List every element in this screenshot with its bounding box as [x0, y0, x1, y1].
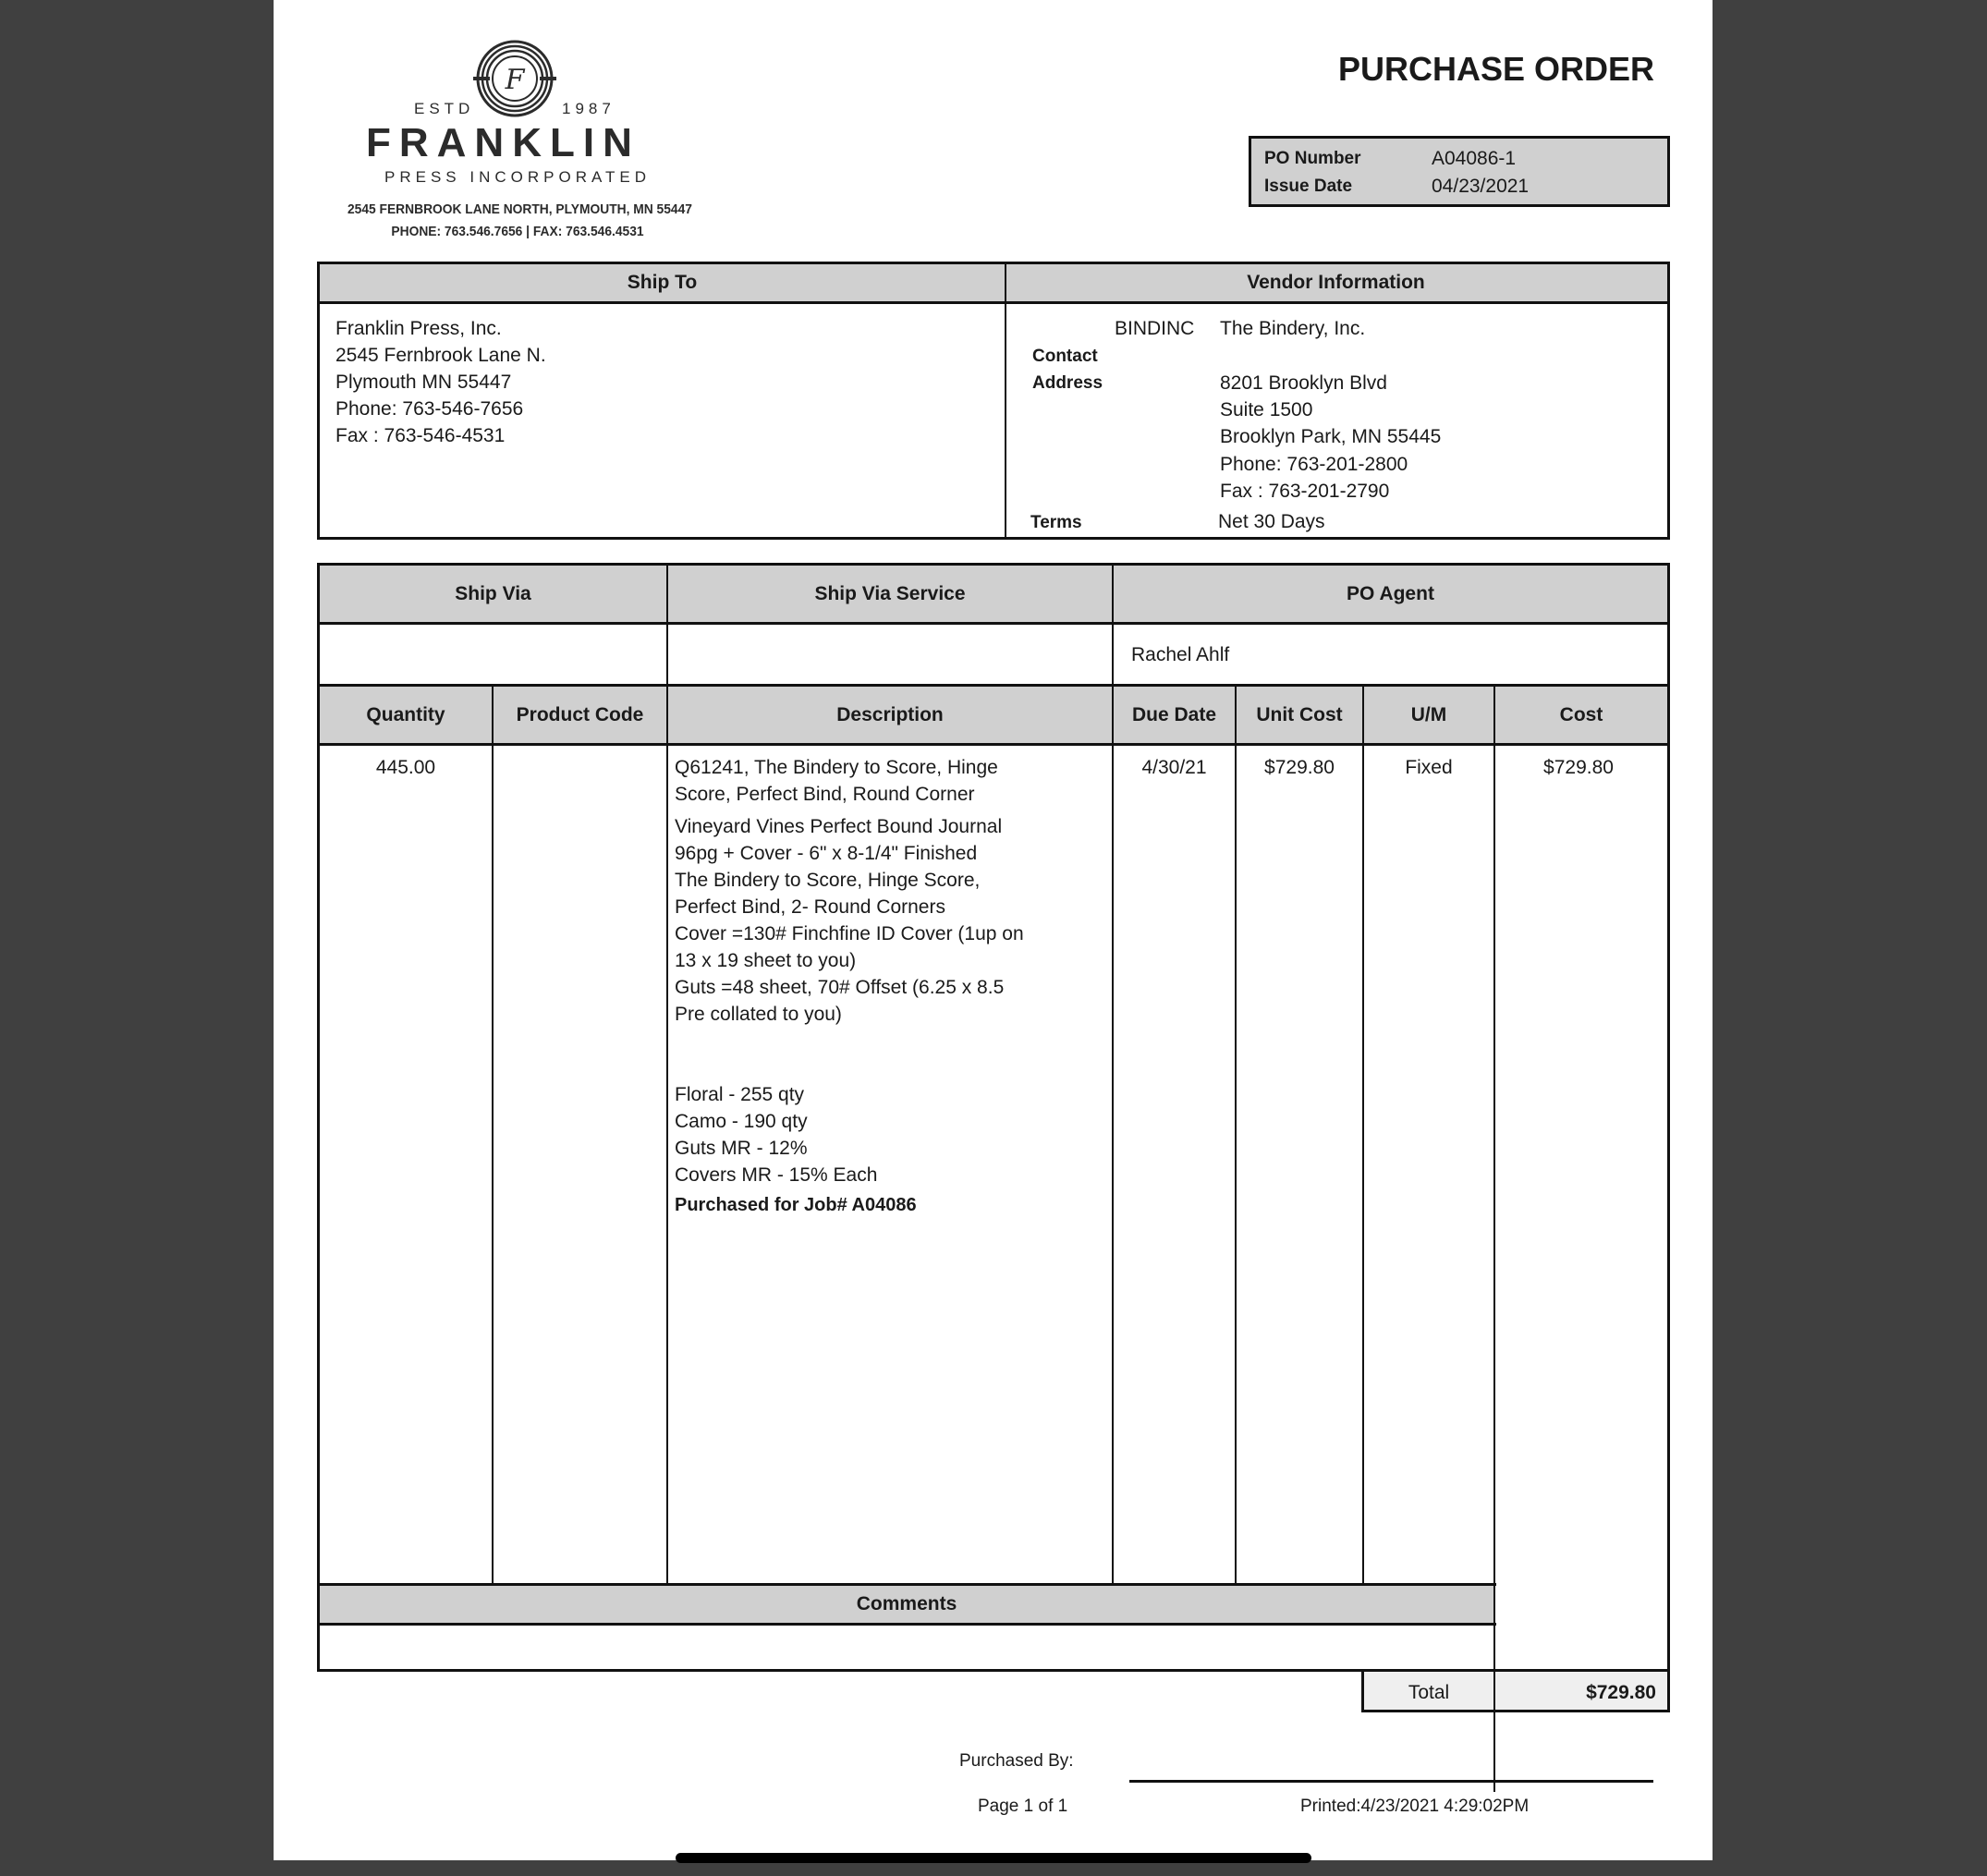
signature-line[interactable] [1129, 1780, 1653, 1783]
issue-date-value: 04/23/2021 [1432, 176, 1530, 197]
cell-quantity: 445.00 [375, 757, 436, 778]
printed-timestamp: Printed:4/23/2021 4:29:02PM [1300, 1797, 1530, 1816]
description-line: Pre collated to you) [675, 1004, 842, 1025]
vendor-address-line: Phone: 763-201-2800 [1220, 454, 1408, 475]
ship-via-service-value [668, 625, 1112, 684]
svg-text:F: F [505, 64, 525, 96]
vendor-header-label: Vendor Information [1247, 272, 1425, 293]
logo-subtitle: PRESS INCORPORATED [384, 168, 652, 186]
comments-header [320, 1586, 1493, 1623]
total-row [1361, 1669, 1670, 1712]
po-number-label: PO Number [1264, 149, 1361, 168]
vendor-address-line: Brooklyn Park, MN 55445 [1220, 426, 1442, 447]
col-header-label: Description [836, 703, 944, 725]
description-line: Perfect Bind, 2- Round Corners [675, 896, 945, 918]
ship-to-header [320, 264, 1005, 304]
ship-vendor-table [317, 262, 1670, 540]
description-line: Floral - 255 qty [675, 1084, 805, 1105]
description-line: Guts =48 sheet, 70# Offset (6.25 x 8.5 [675, 977, 1005, 998]
col-header-um [1364, 687, 1493, 743]
ship-to-line: Phone: 763-546-7656 [335, 398, 524, 420]
cell-unit-cost: $729.80 [1264, 757, 1335, 778]
vendor-terms-value: Net 30 Days [1218, 511, 1325, 532]
cell-cost: $729.80 [1543, 757, 1614, 778]
description-line: 13 x 19 sheet to you) [675, 950, 857, 971]
po-agent-header-label: PO Agent [1347, 582, 1434, 604]
vendor-address-line: Suite 1500 [1220, 399, 1313, 420]
vendor-address-line: Fax : 763-201-2790 [1220, 481, 1390, 502]
vendor-terms-label: Terms [1030, 513, 1082, 532]
description-line: Vineyard Vines Perfect Bound Journal [675, 816, 1003, 837]
description-line: Guts MR - 12% [675, 1138, 808, 1159]
col-header-product-code [494, 687, 666, 743]
ship-via-header [320, 566, 666, 622]
po-info-box [1249, 136, 1670, 207]
col-header-label: Due Date [1131, 703, 1217, 725]
ship-to-line: 2545 Fernbrook Lane N. [335, 345, 546, 366]
ship-via-header-label: Ship Via [455, 582, 531, 604]
logo-address: 2545 FERNBROOK LANE NORTH, PLYMOUTH, MN 55447 [347, 201, 692, 217]
description-line: Score, Perfect Bind, Round Corner [675, 784, 975, 805]
logo-emblem-icon [473, 37, 556, 120]
col-header-label: U/M [1410, 703, 1447, 725]
issue-date-label: Issue Date [1264, 177, 1353, 196]
ship-to-header-label: Ship To [627, 272, 698, 293]
home-indicator[interactable] [676, 1853, 1311, 1863]
table-row [317, 746, 1670, 1578]
ship-to-line: Franklin Press, Inc. [335, 318, 502, 339]
description-line: The Bindery to Score, Hinge Score, [675, 870, 981, 891]
vendor-code: BINDINC [1115, 318, 1195, 339]
logo-contact: PHONE: 763.546.7656 | FAX: 763.546.4531 [391, 224, 644, 239]
col-header-cost [1495, 687, 1667, 743]
col-header-due-date [1114, 687, 1235, 743]
po-agent-header [1114, 566, 1667, 622]
description-line: Q61241, The Bindery to Score, Hinge [675, 757, 998, 778]
ship-via-service-header [668, 566, 1112, 622]
col-header-label: Cost [1559, 703, 1603, 725]
divider [1005, 264, 1006, 537]
comments-field [320, 1626, 1493, 1669]
description-line: 96pg + Cover - 6" x 8-1/4" Finished [675, 843, 978, 864]
description-line: Camo - 190 qty [675, 1111, 808, 1132]
col-header-label: Unit Cost [1256, 703, 1343, 725]
vendor-address-label: Address [1032, 373, 1103, 393]
ship-to-line: Fax : 763-546-4531 [335, 425, 506, 446]
ship-via-value [320, 625, 666, 684]
logo-year: 1987 [562, 100, 616, 117]
ship-via-service-header-label: Ship Via Service [814, 582, 966, 604]
ship-to-line: Plymouth MN 55447 [335, 372, 512, 393]
vendor-header [1005, 264, 1667, 304]
cell-due-date: 4/30/21 [1141, 757, 1207, 778]
description-line: Covers MR - 15% Each [675, 1164, 878, 1186]
company-logo [333, 28, 702, 250]
col-header-description [668, 687, 1112, 743]
cell-um: Fixed [1405, 757, 1453, 778]
col-header-label: Product Code [516, 703, 644, 725]
col-header-label: Quantity [366, 703, 445, 725]
po-number-value: A04086-1 [1432, 148, 1517, 169]
description-line: Cover =130# Finchfine ID Cover (1up on [675, 923, 1024, 944]
comments-header-label: Comments [856, 1593, 957, 1614]
col-header-unit-cost [1237, 687, 1362, 743]
logo-name: FRANKLIN [366, 120, 640, 165]
order-table [317, 563, 1670, 1672]
vendor-contact-label: Contact [1032, 347, 1098, 366]
col-header-quantity [320, 687, 492, 743]
total-label: Total [1408, 1682, 1450, 1703]
description-line-job: Purchased for Job# A04086 [675, 1195, 917, 1215]
vendor-name: The Bindery, Inc. [1220, 318, 1366, 339]
vendor-address-line: 8201 Brooklyn Blvd [1220, 372, 1387, 394]
page-number: Page 1 of 1 [978, 1797, 1068, 1816]
purchased-by-label: Purchased By: [959, 1751, 1074, 1771]
logo-estd: ESTD [414, 100, 475, 117]
page-title: PURCHASE ORDER [1337, 50, 1654, 88]
total-value: $729.80 [1586, 1682, 1656, 1703]
po-agent-value: Rachel Ahlf [1131, 644, 1230, 665]
